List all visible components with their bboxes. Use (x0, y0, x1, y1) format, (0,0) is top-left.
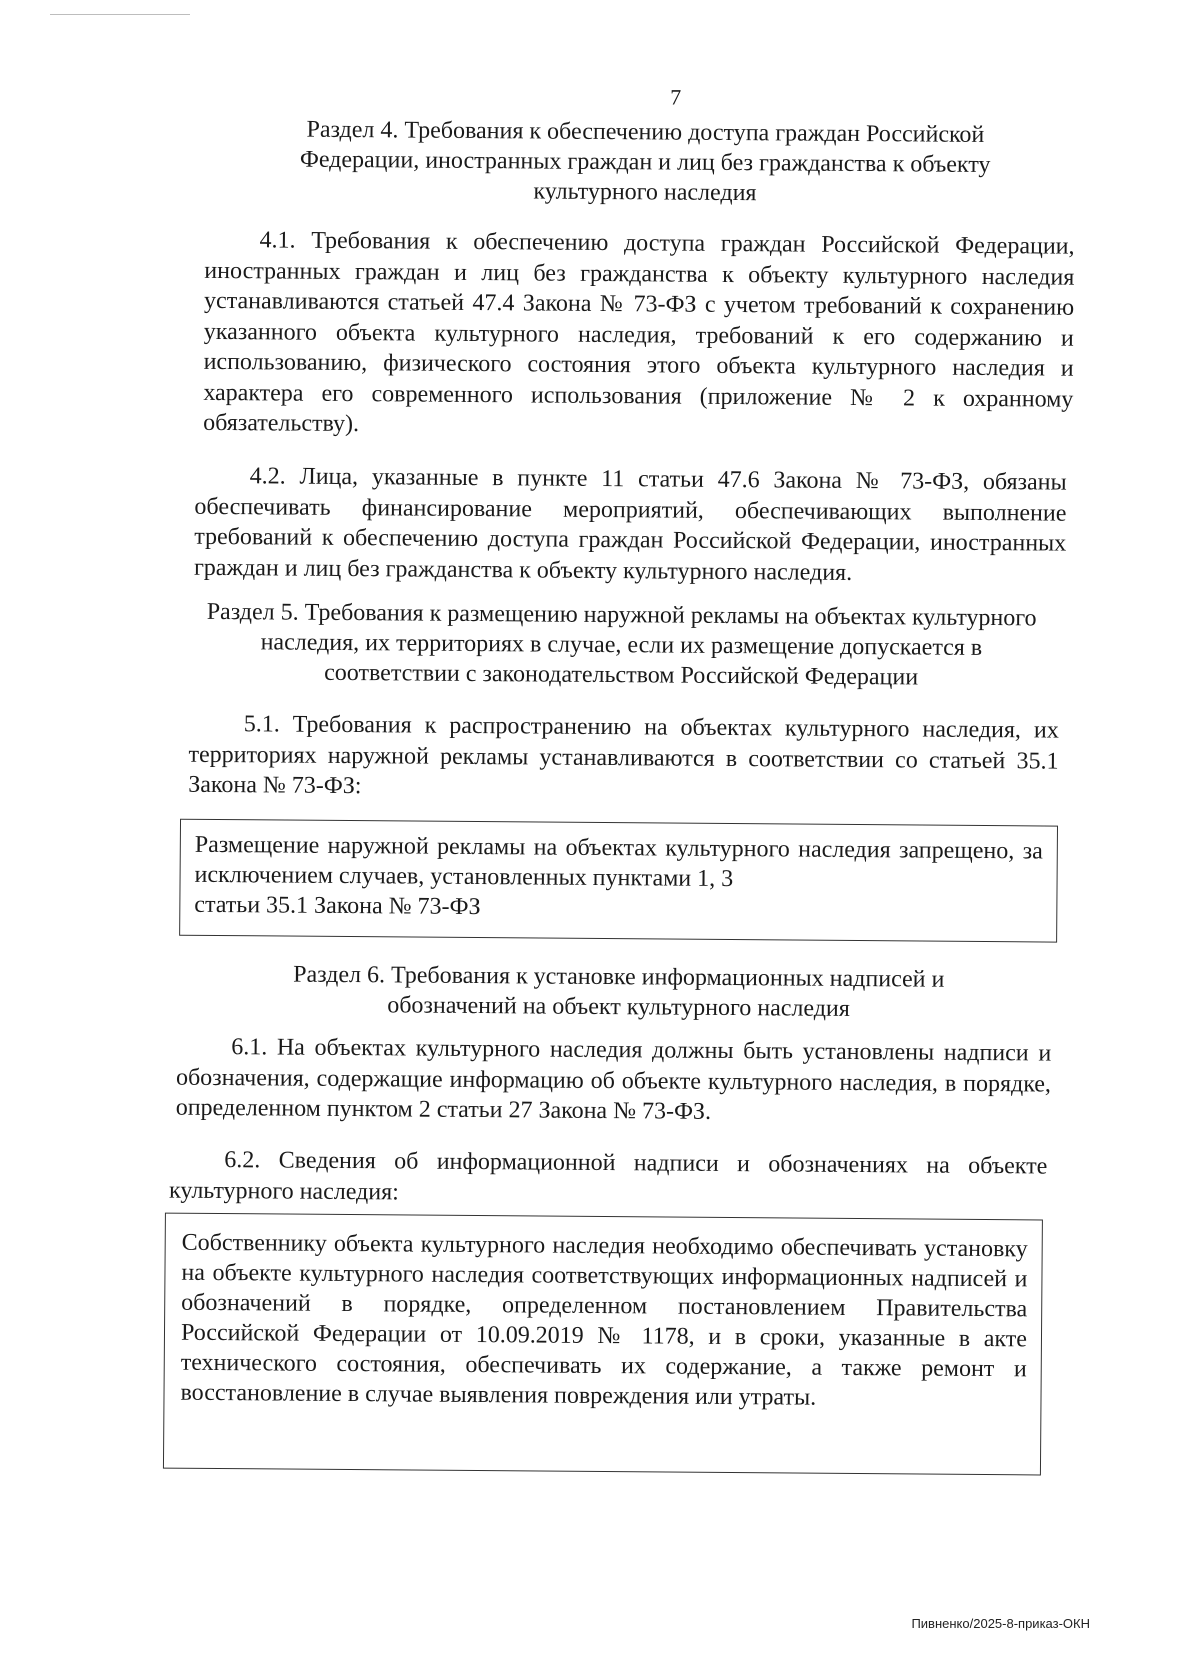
paragraph-5-1: 5.1. Требования к распространению на объектах культурного наследия, их территориях наружной рекламы устанавливаются в соответствии со статьей 35.1 Закона № 73-ФЗ: (188, 711, 1059, 800)
section-4-title: Раздел 4. Требования к обеспечению доступа граждан Российской Федерации, иностранных граждан и лиц без гражданства к объекту культурного наследия (299, 116, 991, 207)
information-signs-box (163, 1213, 1043, 1476)
paragraph-4-2: 4.2. Лица, указанные в пункте 11 статьи 47.6 Закона № 73-ФЗ, обязаны обеспечивать финансирование мероприятий, обеспечивающих выполнение требований к обеспечению доступа граждан Российской Федерации, иностранных граждан и лиц без гражданства к объекту культурного наследия. (193, 463, 1067, 586)
advertising-box-line-2: статьи 35.1 Закона № 73-ФЗ (194, 891, 481, 921)
paragraph-4-1: 4.1. Требования к обеспечению доступа граждан Российской Федерации, иностранных граждан и лиц без гражданства к объекту культурного наследия устанавливаются статьей 47.4 Закона № 73-ФЗ с учетом требований к сохранению указанного объекта культурного наследия, требований к его содержанию и использованию, физического состояния этого объекта культурного наследия и характера его современного использования (приложение № 2 к охранному обязательству). (203, 227, 1075, 438)
paragraph-6-1: 6.1. На объектах культурного наследия должны быть установлены надписи и обозначения, содержащие информацию об объекте культурного наследия, в порядке, определенном пунктом 2 статьи 27 Закона № 73-ФЗ. (175, 1034, 1052, 1125)
section-6-title: Раздел 6. Требования к установке информационных надписей и обозначений на объект культурного наследия (293, 961, 945, 1022)
information-signs-text: Собственнику объекта культурного наследия необходимо обеспечивать установку на объекте культурного наследия соответствующих информационных надписей и обозначений в порядке, определенном постановлением Правительства Российской Федерации от 10.09.2019 № 1178, и в сроки, указанные в акте технического состояния, обеспечивать их содержание, а также ремонт и восстановление в случае выявления повреждения или утраты. (180, 1229, 1028, 1411)
advertising-box-line-1: Размещение наружной рекламы на объектах культурного наследия запрещено, за исключением случаев, установленных пунктами 1, 3 (194, 831, 1043, 893)
document-footer-reference: Пивненко/2025-8-приказ-ОКН (911, 1616, 1090, 1631)
page-number: 7 (670, 84, 682, 110)
paragraph-6-2: 6.2. Сведения об информационной надписи и обозначениях на объекте культурного наследия: (169, 1147, 1048, 1205)
section-5-title: Раздел 5. Требования к размещению наружной рекламы на объектах культурного наследия, их территориях в случае, если их размещение допускается в соответствии с законодательством Российской Федерации (206, 598, 1037, 691)
advertising-restriction-box (179, 819, 1058, 943)
